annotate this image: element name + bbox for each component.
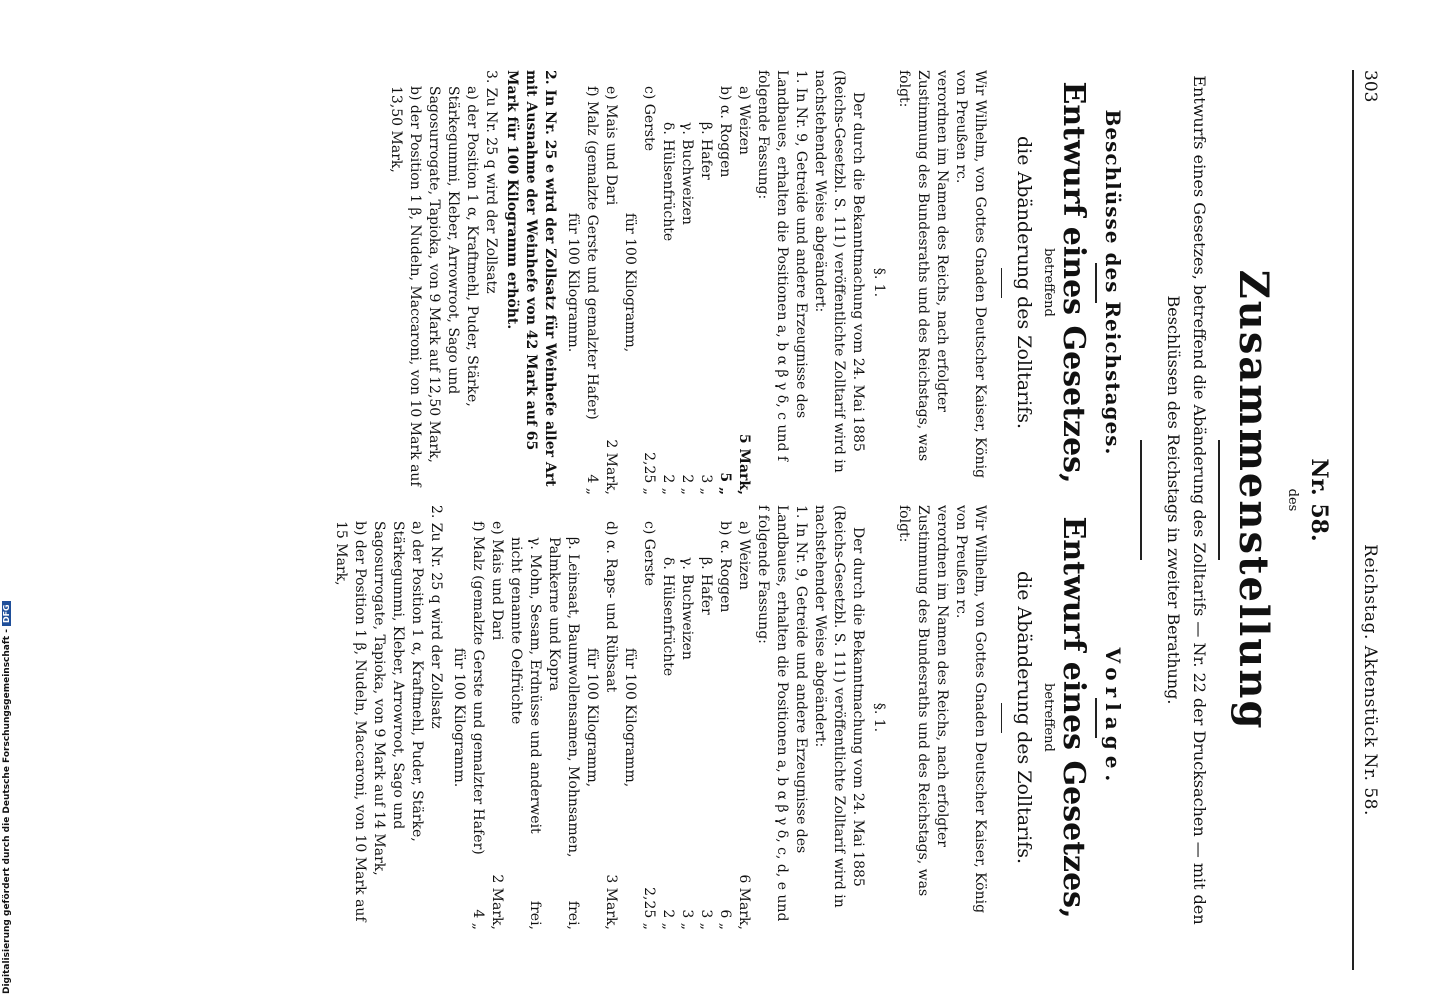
- dfg-logo: DFG: [2, 601, 11, 626]
- header-rule: [1352, 70, 1354, 970]
- tariff-row: b) α. Roggen 5 „: [717, 86, 733, 495]
- column-rule: [1095, 698, 1097, 738]
- per-unit: für 100 Kilogramm.: [451, 647, 467, 788]
- column-beschluesse: [386, 70, 1132, 495]
- tariff-row: δ. Hülsenfrüchte 2 „: [660, 557, 676, 930]
- section-text: Der durch die Bekanntmachung vom 24. Mai 1885 (Reichs-Gesetzbl. S. 111) veröffentlichte Zolltarif wird in nachstehender Weise abgeändert:: [812, 505, 866, 908]
- item-2b-text: b) der Position 1 β, Nudeln, Maccaroni, von 10 Mark auf 15 Mark,: [333, 521, 368, 922]
- tariff-row: b) α. Roggen 6 „: [717, 521, 733, 930]
- tariff-row: e) Mais und Dari 2 Mark,: [603, 86, 619, 495]
- section-text: Der durch die Bekanntmachung vom 24. Mai 1885 (Reichs-Gesetzbl. S. 111) veröffentlichte Zolltarif wird in nachstehender Weise abgeändert:: [812, 70, 866, 473]
- preamble: Wir Wilhelm, von Gottes Gnaden Deutscher Kaiser, König von Preußen rc.: [953, 505, 988, 914]
- page-number: 303: [1360, 70, 1380, 103]
- item-3a-text: a) der Position 1 α, Kraftmehl, Puder, Stärke, Stärkegummi, Kleber, Arrowroot, Sago und Sagosurrogate, Tapioka, von 9 Mark auf 12,50 Mark,: [426, 86, 480, 463]
- entwurf-title: Entwurf eines Gesetzes,: [1056, 516, 1091, 919]
- tariff-row: e) Mais und Dari 2 Mark,: [489, 521, 505, 930]
- verordnen-text: verordnen im Namen des Reichs, nach erfolgter Zustimmung des Bundesraths und des Reichstags, was folgt:: [896, 70, 950, 462]
- tariff-row: f) Malz (gemalzte Gerste und gemalzter Hafer) 4 „: [584, 86, 600, 495]
- topic-line: die Abänderung des Zolltarifs.: [1013, 570, 1035, 865]
- column-rule-small: [1001, 703, 1002, 733]
- betreffend-label: betreffend: [1041, 248, 1056, 317]
- tariff-row: γ. Buchweizen 2 „: [679, 122, 695, 495]
- tariff-row: β. Hafer 3 „: [698, 122, 714, 495]
- tariff-row: a) Weizen 6 Mark,: [736, 521, 752, 930]
- item-2a-text: a) der Position 1 α, Kraftmehl, Puder, Stärke, Stärkegummi, Kleber, Arrowroot, Sago und Sagosurrogate, Tapioka, von 9 Mark auf 14 Mark,: [371, 521, 425, 876]
- betreffend-label: betreffend: [1041, 683, 1056, 752]
- tariff-row: d) α. Raps- und Rübsaat 3 Mark,: [603, 521, 619, 930]
- tariff-row: β. Leinsaat, Baumwollensamen, Mohnsamen, Palmkerne und Kopra frei,: [546, 537, 581, 930]
- per-unit: für 100 Kilogramm,: [584, 647, 600, 788]
- tariff-row: β. Hafer 3 „: [698, 557, 714, 930]
- tariff-row: γ. Mohn, Sesam, Erdnüsse und anderweit nicht genannte Oelfrüchte frei,: [508, 537, 543, 930]
- tariff-list-1: [639, 70, 753, 495]
- item-2-text: 2. In Nr. 25 e wird der Zollsatz für Weinhefe aller Art mit Ausnahme der Weinhefe von 42 Mark auf 65 Mark für 100 Kilogramm erhöht.: [504, 70, 558, 487]
- subtitle-rule: [1140, 440, 1142, 560]
- des-label: des: [1285, 488, 1300, 512]
- credit-text: Digitalisierung gefördert durch die Deutsche Forschungsgemeinschaft -: [2, 629, 12, 994]
- per-unit: für 100 Kilogramm.: [565, 212, 581, 353]
- title-rule: [1218, 440, 1220, 560]
- tariff-list-1: [639, 505, 753, 930]
- tariff-list-2: [468, 505, 506, 930]
- main-title: Zusammenstellung: [1230, 269, 1277, 731]
- verordnen-text: verordnen im Namen des Reichs, nach erfolgter Zustimmung des Bundesraths und des Reichstags, was folgt:: [896, 505, 950, 897]
- item-2-text: 2. Zu Nr. 25 q wird der Zollsatz: [428, 505, 444, 729]
- per-unit: für 100 Kilogramm,: [622, 647, 638, 788]
- tariff-row: c) Gerste 2,25 „: [641, 86, 657, 495]
- preamble: Wir Wilhelm, von Gottes Gnaden Deutscher Kaiser, König von Preußen rc.: [953, 70, 988, 479]
- column-vorlage: [331, 505, 1132, 930]
- column-heading: Vorlage.: [1101, 647, 1125, 788]
- tariff-row: γ. Buchweizen 3 „: [679, 557, 695, 930]
- per-unit: für 100 Kilogramm,: [622, 212, 638, 353]
- subtitle: Entwurfs eines Gesetzes, betreffend die Abänderung des Zolltarifs — Nr. 22 der Drucksachen — mit den Beschlüssen des Reichstags in zweiter Berathung.: [1164, 75, 1209, 925]
- tariff-row: a) Weizen 5 Mark,: [736, 86, 752, 495]
- item-1-text: 1. In Nr. 9, Getreide und andere Erzeugnisse des Landbaues, erhalten die Positionen a, b α β γ δ, c und f folgende Fassung:: [755, 70, 809, 462]
- topic-line: die Abänderung des Zolltarifs.: [1013, 135, 1035, 430]
- column-heading: Beschlüsse des Reichstages.: [1101, 109, 1125, 456]
- document-number: Nr. 58.: [1306, 458, 1332, 542]
- column-rule-small: [1001, 268, 1002, 298]
- section-heading: §. 1.: [871, 702, 887, 733]
- item-3b-text: b) der Position 1 β, Nudeln, Maccaroni, von 10 Mark auf 13,50 Mark,: [388, 86, 423, 487]
- tariff-row: δ. Hülsenfrüchte 2 „: [660, 122, 676, 495]
- tariff-list-2: [582, 70, 620, 495]
- entwurf-title: Entwurf eines Gesetzes,: [1056, 81, 1091, 484]
- item-1-text: 1. In Nr. 9, Getreide und andere Erzeugnisse des Landbaues, erhalten die Positionen a, b α β γ δ, c, d, e und f folgende Fassung:: [755, 505, 809, 922]
- column-rule: [1095, 263, 1097, 303]
- section-heading: §. 1.: [871, 267, 887, 298]
- digitization-credit: [0, 0, 20, 1000]
- tariff-row: f) Malz (gemalzte Gerste und gemalzter Hafer) 4 „: [470, 521, 486, 930]
- tariff-row: c) Gerste 2,25 „: [641, 521, 657, 930]
- item-3-text: 3. Zu Nr. 25 q wird der Zollsatz: [483, 70, 499, 294]
- running-head: Reichstag. Aktenstück Nr. 58.: [1360, 544, 1380, 816]
